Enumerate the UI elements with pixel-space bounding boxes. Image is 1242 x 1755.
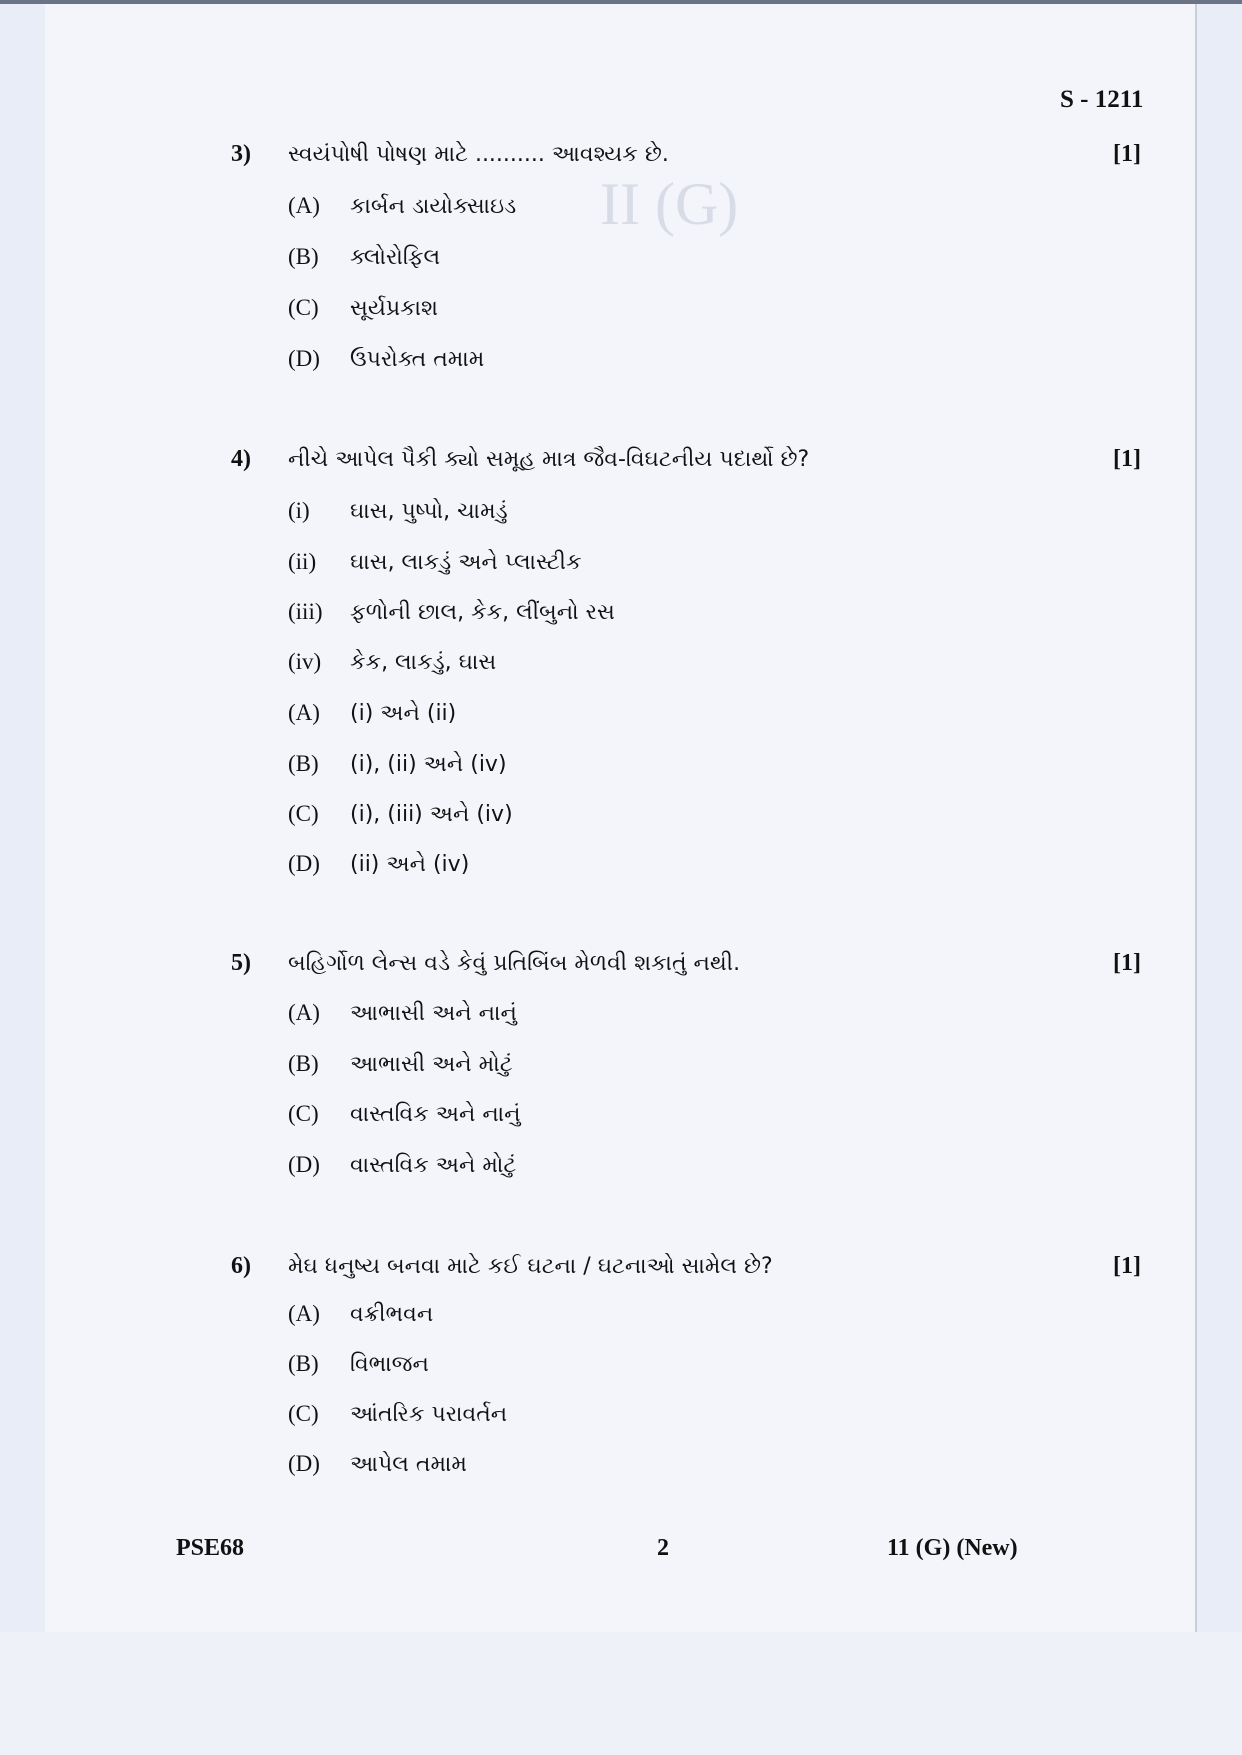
option-label: (D) <box>288 851 320 876</box>
option-text: વાસ્તવિક અને નાનું <box>350 1102 521 1127</box>
option-a <box>288 1301 433 1327</box>
question-marks: [1] <box>1113 141 1141 167</box>
option-label: (D) <box>288 1451 320 1476</box>
option-c <box>288 801 513 827</box>
option-label: (B) <box>288 1351 319 1376</box>
option-label: (C) <box>288 1101 319 1126</box>
option-label: (B) <box>288 1051 319 1076</box>
item-ii <box>288 549 582 575</box>
question-number: 4) <box>231 446 251 472</box>
exam-page <box>45 4 1197 1632</box>
item-label: (iv) <box>288 649 322 674</box>
question-text: મેઘ ધનુષ્ય બનવા માટે કઈ ઘટના / ઘટનાઓ સામેલ છે? <box>288 1254 773 1279</box>
paper-code: S - 1211 <box>1060 86 1144 113</box>
question-text: બહિર્ગોળ લેન્સ વડે કેવું પ્રતિબિંબ મેળવી શકાતું નથી. <box>288 951 741 976</box>
option-text: આભાસી અને મોટું <box>350 1052 513 1077</box>
option-d <box>288 1451 467 1477</box>
option-b <box>288 244 440 270</box>
option-c <box>288 1401 507 1427</box>
question-marks: [1] <box>1113 950 1141 976</box>
option-text: (i), (iii) અને (iv) <box>350 802 513 827</box>
item-iii <box>288 599 615 625</box>
option-b <box>288 1351 429 1377</box>
item-i <box>288 498 508 524</box>
option-text: (ii) અને (iv) <box>350 852 470 877</box>
item-text: ઘાસ, લાકડું અને પ્લાસ્ટીક <box>350 550 582 575</box>
option-text: વક્રીભવન <box>350 1302 434 1327</box>
question-number: 3) <box>231 141 251 167</box>
option-text: (i), (ii) અને (iv) <box>350 752 507 777</box>
option-label: (C) <box>288 801 319 826</box>
option-b <box>288 1051 513 1077</box>
option-d <box>288 851 469 877</box>
item-text: ઘાસ, પુષ્પો, ચામડું <box>350 499 508 524</box>
question-text: સ્વયંપોષી પોષણ માટે .......... આવશ્યક છે. <box>288 142 669 167</box>
option-text: કાર્બન ડાયોક્સાઇડ <box>350 194 517 219</box>
option-label: (D) <box>288 346 320 371</box>
item-text: ફળોની છાલ, કેક, લીંબુનો રસ <box>350 600 615 625</box>
option-text: (i) અને (ii) <box>350 701 457 726</box>
option-text: વિભાજન <box>350 1352 429 1377</box>
question-number: 5) <box>231 950 251 976</box>
option-a <box>288 700 456 726</box>
item-label: (i) <box>288 498 310 523</box>
option-label: (A) <box>288 700 320 725</box>
option-label: (B) <box>288 244 319 269</box>
option-a <box>288 1000 517 1026</box>
option-text: વાસ્તવિક અને મોટું <box>350 1153 517 1178</box>
item-iv <box>288 649 496 675</box>
option-label: (C) <box>288 295 319 320</box>
item-text: કેક, લાકડું, ઘાસ <box>350 650 497 675</box>
option-c <box>288 295 438 321</box>
option-text: સૂર્યપ્રકાશ <box>350 296 439 321</box>
option-d <box>288 1152 516 1178</box>
option-text: આંતરિક પરાવર્તન <box>350 1402 508 1427</box>
question-number: 6) <box>231 1253 251 1279</box>
question-text: નીચે આપેલ પૈકી ક્યો સમૂહ માત્ર જૈવ-વિઘટનીય પદાર્થો છે? <box>288 447 810 472</box>
item-label: (ii) <box>288 549 317 574</box>
option-a <box>288 193 516 219</box>
page-number: 2 <box>657 1535 669 1561</box>
option-c <box>288 1101 521 1127</box>
option-text: ઉપરોક્ત તમામ <box>350 347 485 372</box>
option-text: આભાસી અને નાનું <box>350 1001 517 1026</box>
option-label: (B) <box>288 751 319 776</box>
question-marks: [1] <box>1113 1253 1141 1279</box>
footer-code: PSE68 <box>176 1535 245 1561</box>
option-label: (A) <box>288 1301 320 1326</box>
footer-subject-code: 11 (G) (New) <box>887 1535 1018 1561</box>
question-marks: [1] <box>1113 446 1141 472</box>
option-d <box>288 346 484 372</box>
option-b <box>288 751 507 777</box>
option-text: ક્લોરોફિલ <box>350 245 441 270</box>
option-label: (D) <box>288 1152 320 1177</box>
option-text: આપેલ તમામ <box>350 1452 467 1477</box>
bleed-through-mark: II (G) <box>600 171 739 237</box>
option-label: (A) <box>288 1000 320 1025</box>
option-label: (A) <box>288 193 320 218</box>
option-label: (C) <box>288 1401 319 1426</box>
scan-margin <box>0 1632 1242 1755</box>
item-label: (iii) <box>288 599 323 624</box>
